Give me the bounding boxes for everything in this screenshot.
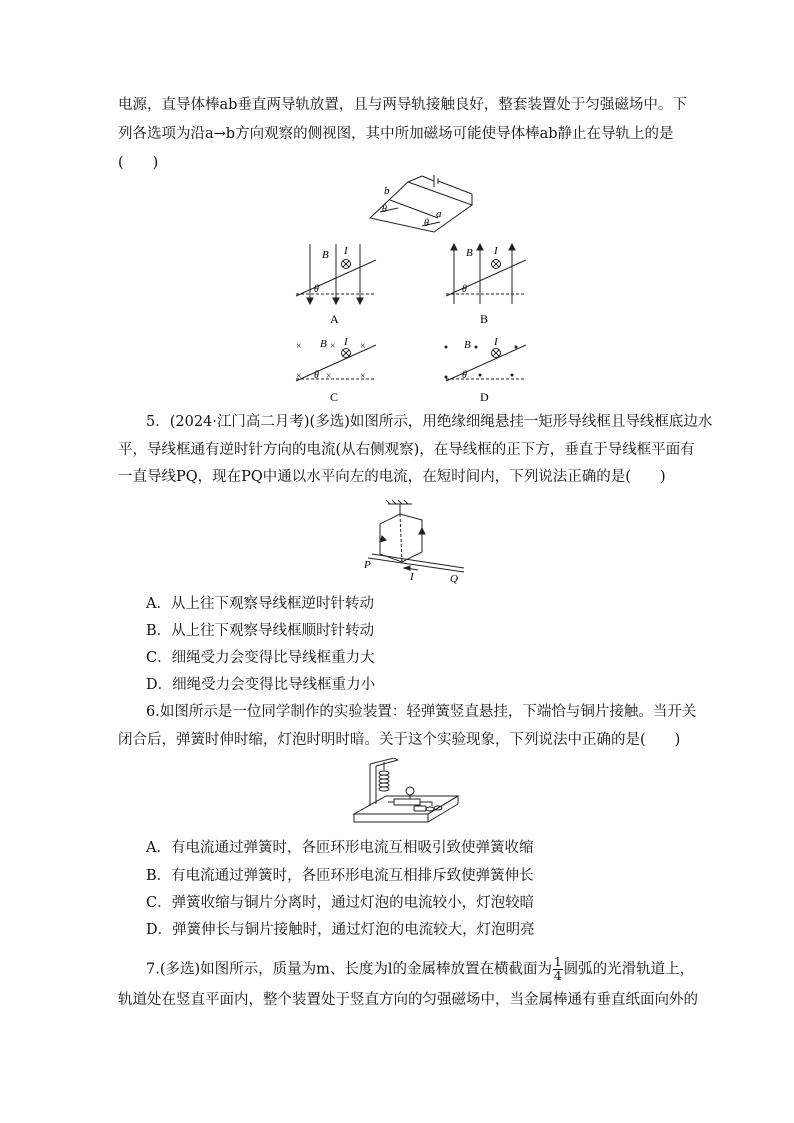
svg-text:×: × xyxy=(296,341,302,352)
label-I: I xyxy=(494,336,498,348)
label-I: I xyxy=(344,336,348,348)
q7-line-2: 轨道处在竖直平面内，整个装置处于竖直方向的匀强磁场中，当金属棒通有垂直纸面向外的 xyxy=(118,992,698,1008)
label-theta-1: θ xyxy=(382,204,387,215)
label-I: I xyxy=(494,245,498,257)
intro-line-2: 列各选项为沿a→b方向观察的侧视图，其中所加磁场可能使导体棒ab静止在导轨上的是 xyxy=(118,126,674,142)
svg-text:×: × xyxy=(360,341,366,352)
svg-text:×: × xyxy=(296,371,302,382)
q6-line-2: 闭合后，弹簧时伸时缩，灯泡时明时暗。关于这个实验现象，下列说法中正确的是( ) xyxy=(118,732,681,748)
q6-line-1: 6.如图所示是一位同学制作的实验装置：轻弹簧竖直悬挂，下端恰与铜片接触。当开关 xyxy=(146,704,697,720)
label-theta: θ xyxy=(462,284,467,295)
panel-label-a: A xyxy=(330,312,339,326)
label-B: B xyxy=(464,339,471,351)
q6-option-a: A．有电流通过弹簧时，各匝环形电流互相吸引致使弹簧收缩 xyxy=(146,840,534,856)
q6-option-d: D．弹簧伸长与铜片接触时，通过灯泡的电流较大，灯泡明亮 xyxy=(146,922,535,938)
rail-perspective-figure xyxy=(360,170,480,235)
label-P: P xyxy=(364,559,371,571)
label-a: a xyxy=(436,208,442,220)
label-B: B xyxy=(322,249,329,261)
label-theta: θ xyxy=(314,284,319,295)
q5-line-2: 平，导线框通有逆时针方向的电流(从右侧观察)，在导线框的正下方，垂直于导线框平面有 xyxy=(118,442,695,458)
frame-wire-figure xyxy=(360,500,470,585)
label-b: b xyxy=(384,185,390,197)
label-I: I xyxy=(344,245,348,257)
label-B: B xyxy=(466,247,473,259)
panel-b xyxy=(440,240,530,328)
panel-d xyxy=(440,335,530,405)
q6-option-c: C．弹簧收缩与铜片分离时，通过灯泡的电流较小，灯泡较暗 xyxy=(146,895,535,911)
label-Q: Q xyxy=(450,573,458,585)
q5-option-d: D．细绳受力会变得比导线框重力小 xyxy=(146,677,376,693)
q5-option-c: C．细绳受力会变得比导线框重力大 xyxy=(146,650,375,666)
q7-line-1a: 7.(多选)如图所示，质量为m、长度为l的金属棒放置在横截面为 xyxy=(146,961,553,978)
q5-line-3: 一直导线PQ，现在PQ中通以水平向左的电流，在短时间内，下列说法正确的是( ) xyxy=(118,469,666,485)
label-B: B xyxy=(320,338,327,350)
spring-apparatus-figure xyxy=(350,758,462,830)
svg-text:×: × xyxy=(330,341,336,352)
panel-label-c: C xyxy=(330,390,339,404)
label-I: I xyxy=(410,571,414,583)
q5-option-b: B．从上往下观察导线框顺时针转动 xyxy=(146,623,375,639)
fraction-one-quarter xyxy=(553,956,563,983)
q6-option-b: B．有电流通过弹簧时，各匝环形电流互相排斥致使弹簧伸长 xyxy=(146,868,534,884)
svg-text:×: × xyxy=(326,371,332,382)
label-theta: θ xyxy=(314,370,319,381)
q7-line-1b: 圆弧的光滑轨道上， xyxy=(563,961,695,978)
panel-label-b: B xyxy=(480,312,489,326)
intro-line-1: 电源，直导体棒ab垂直两导轨放置，且与两导轨接触良好，整套装置处于匀强磁场中。下 xyxy=(118,97,687,113)
svg-text:×: × xyxy=(360,371,366,382)
label-theta: θ xyxy=(462,370,467,381)
fraction-denominator: 4 xyxy=(554,969,562,983)
panel-c xyxy=(290,335,380,405)
fraction-numerator: 1 xyxy=(554,955,562,969)
q5-line-1: 5．(2024·江门高二月考)(多选)如图所示，用绝缘细绳悬挂一矩形导线框且导线框底边水 xyxy=(146,414,713,430)
panel-label-d: D xyxy=(480,390,489,404)
q7-line-1 xyxy=(146,956,694,983)
label-theta-2: θ xyxy=(424,218,429,229)
q5-option-a: A．从上往下观察导线框逆时针转动 xyxy=(146,596,374,612)
panel-a xyxy=(290,240,380,328)
intro-line-3: ( ) xyxy=(118,155,159,171)
